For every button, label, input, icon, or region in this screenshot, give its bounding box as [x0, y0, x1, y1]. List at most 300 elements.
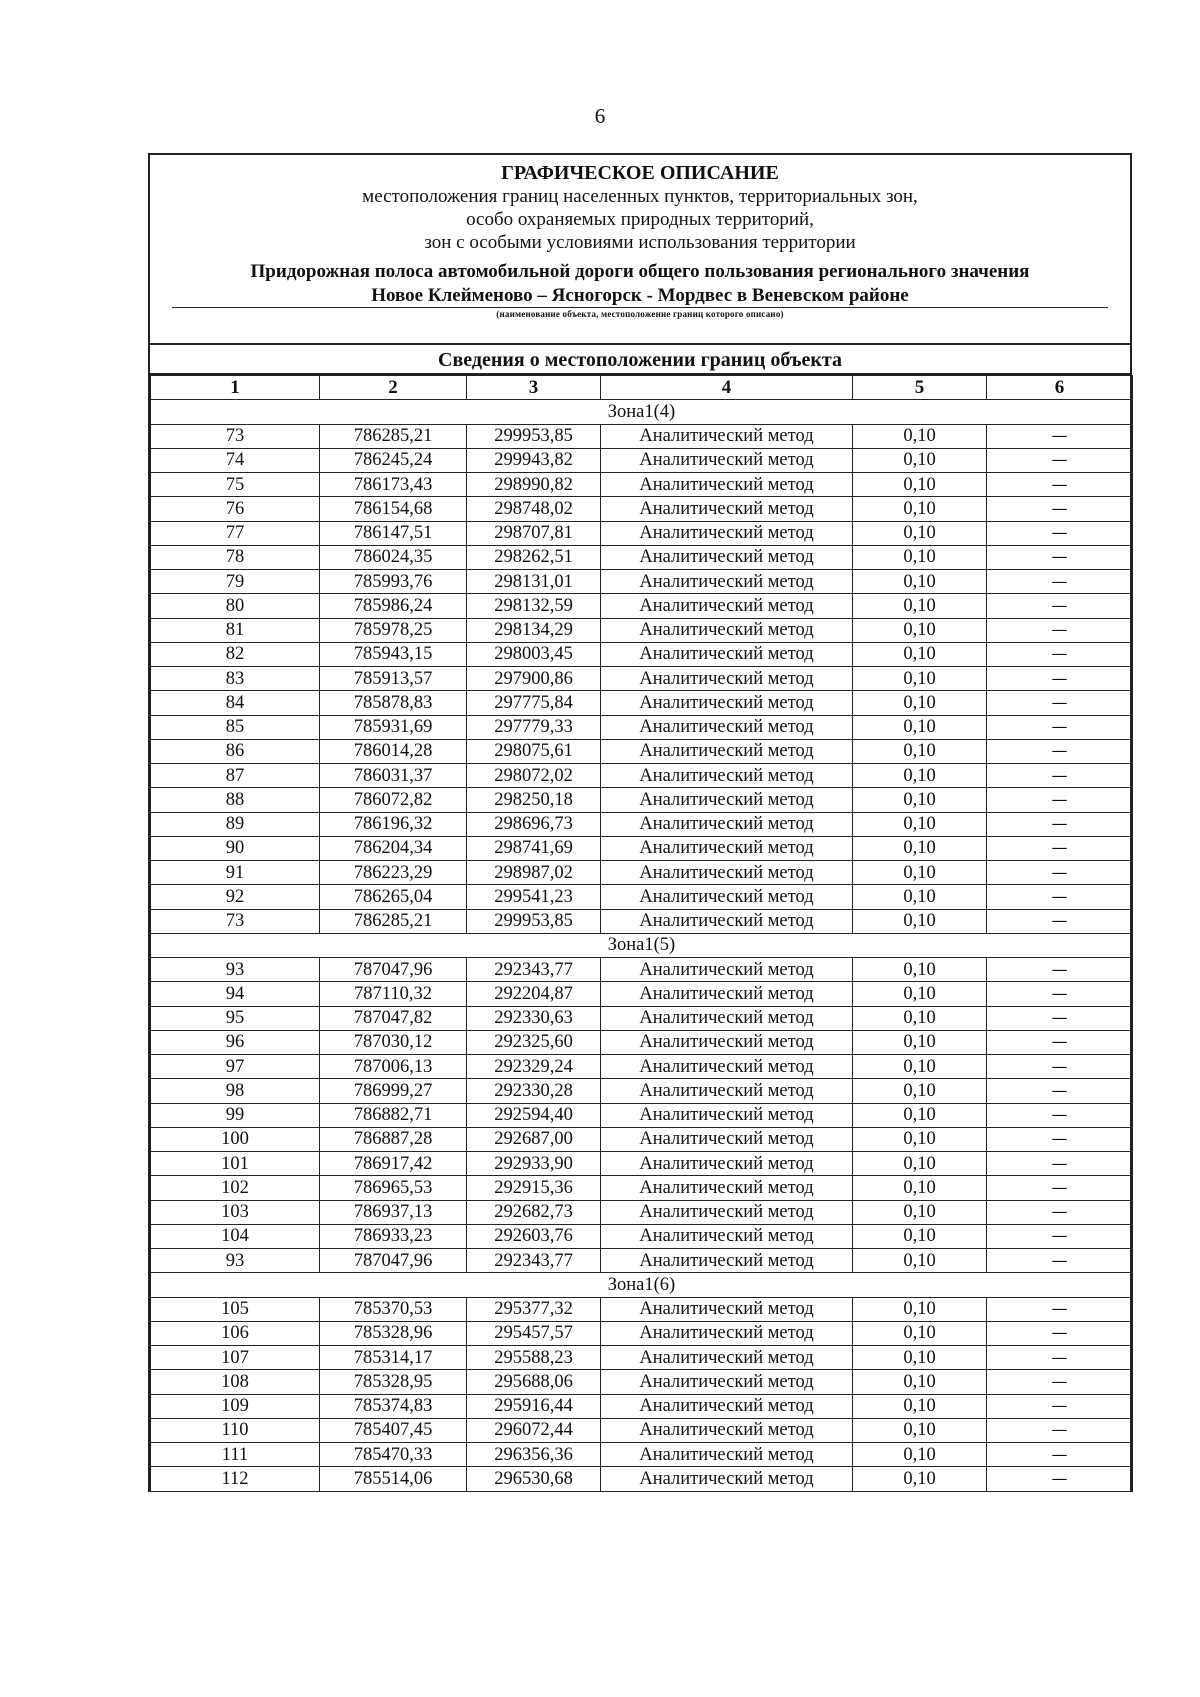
- table-row: [151, 1200, 1133, 1224]
- cell-point-number: 110: [151, 1418, 320, 1442]
- column-header: 1: [151, 376, 320, 400]
- object-name-line-1: Придорожная полоса автомобильной дороги общего пользования регионального значения: [250, 261, 1030, 282]
- cell-precision: 0,10: [853, 570, 987, 594]
- cell-precision: 0,10: [853, 1055, 987, 1079]
- table-row: [151, 1297, 1133, 1321]
- table-row: [151, 1443, 1133, 1467]
- page-number: 6: [594, 104, 606, 128]
- cell-method: Аналитический метод: [601, 691, 853, 715]
- cell-coordinate-y: 298072,02: [467, 764, 601, 788]
- cell-coordinate-y: 298131,01: [467, 570, 601, 594]
- cell-description: —: [987, 448, 1133, 472]
- cell-coordinate-x: 786933,23: [320, 1224, 467, 1248]
- cell-method: Аналитический метод: [601, 1321, 853, 1345]
- cell-method: Аналитический метод: [601, 1127, 853, 1151]
- header-line-1: местоположения границ населенных пунктов, территориальных зон,: [362, 186, 918, 207]
- cell-description: —: [987, 1394, 1133, 1418]
- cell-point-number: 73: [151, 909, 320, 933]
- cell-precision: 0,10: [853, 1006, 987, 1030]
- cell-method: Аналитический метод: [601, 1079, 853, 1103]
- cell-method: Аналитический метод: [601, 1394, 853, 1418]
- cell-precision: 0,10: [853, 1200, 987, 1224]
- cell-point-number: 101: [151, 1152, 320, 1176]
- cell-coordinate-x: 785328,95: [320, 1370, 467, 1394]
- cell-coordinate-y: 298748,02: [467, 497, 601, 521]
- cell-precision: 0,10: [853, 885, 987, 909]
- cell-coordinate-y: 292330,63: [467, 1006, 601, 1030]
- table-row: [151, 715, 1133, 739]
- cell-coordinate-x: 785913,57: [320, 667, 467, 691]
- cell-coordinate-y: 292933,90: [467, 1152, 601, 1176]
- cell-precision: 0,10: [853, 739, 987, 763]
- cell-description: —: [987, 1200, 1133, 1224]
- cell-method: Аналитический метод: [601, 788, 853, 812]
- cell-description: —: [987, 1467, 1133, 1491]
- cell-coordinate-y: 296356,36: [467, 1443, 601, 1467]
- cell-method: Аналитический метод: [601, 667, 853, 691]
- cell-coordinate-y: 295457,57: [467, 1321, 601, 1345]
- coordinates-table: [150, 375, 1133, 1492]
- header-line-2: особо охраняемых природных территорий,: [466, 209, 814, 230]
- cell-coordinate-x: 785514,06: [320, 1467, 467, 1491]
- column-header: 6: [987, 376, 1133, 400]
- table-row: [151, 1467, 1133, 1491]
- cell-description: —: [987, 424, 1133, 448]
- cell-description: —: [987, 982, 1133, 1006]
- cell-precision: 0,10: [853, 1176, 987, 1200]
- cell-method: Аналитический метод: [601, 1346, 853, 1370]
- cell-description: —: [987, 1443, 1133, 1467]
- cell-coordinate-x: 787047,96: [320, 1249, 467, 1273]
- cell-coordinate-y: 292687,00: [467, 1127, 601, 1151]
- cell-point-number: 111: [151, 1443, 320, 1467]
- cell-coordinate-y: 296530,68: [467, 1467, 601, 1491]
- cell-coordinate-x: 785328,96: [320, 1321, 467, 1345]
- table-header-row: [151, 376, 1133, 400]
- cell-precision: 0,10: [853, 497, 987, 521]
- cell-point-number: 107: [151, 1346, 320, 1370]
- cell-precision: 0,10: [853, 642, 987, 666]
- cell-precision: 0,10: [853, 1103, 987, 1127]
- cell-point-number: 97: [151, 1055, 320, 1079]
- cell-coordinate-y: 298250,18: [467, 788, 601, 812]
- cell-coordinate-x: 785407,45: [320, 1418, 467, 1442]
- cell-point-number: 93: [151, 958, 320, 982]
- cell-point-number: 102: [151, 1176, 320, 1200]
- table-row: [151, 1224, 1133, 1248]
- cell-precision: 0,10: [853, 424, 987, 448]
- cell-point-number: 84: [151, 691, 320, 715]
- cell-precision: 0,10: [853, 1249, 987, 1273]
- cell-coordinate-x: 786999,27: [320, 1079, 467, 1103]
- table-row: [151, 1370, 1133, 1394]
- table-row: [151, 642, 1133, 666]
- cell-coordinate-y: 298741,69: [467, 836, 601, 860]
- cell-coordinate-y: 292603,76: [467, 1224, 601, 1248]
- cell-coordinate-x: 785986,24: [320, 594, 467, 618]
- cell-method: Аналитический метод: [601, 1467, 853, 1491]
- cell-description: —: [987, 545, 1133, 569]
- cell-coordinate-y: 292682,73: [467, 1200, 601, 1224]
- cell-coordinate-y: 292594,40: [467, 1103, 601, 1127]
- cell-precision: 0,10: [853, 1394, 987, 1418]
- table-row: [151, 521, 1133, 545]
- cell-description: —: [987, 1103, 1133, 1127]
- cell-point-number: 104: [151, 1224, 320, 1248]
- cell-precision: 0,10: [853, 1467, 987, 1491]
- cell-method: Аналитический метод: [601, 594, 853, 618]
- cell-coordinate-y: 295377,32: [467, 1297, 601, 1321]
- cell-coordinate-y: 292325,60: [467, 1030, 601, 1054]
- cell-method: Аналитический метод: [601, 473, 853, 497]
- cell-description: —: [987, 521, 1133, 545]
- cell-precision: 0,10: [853, 1418, 987, 1442]
- cell-description: —: [987, 885, 1133, 909]
- cell-method: Аналитический метод: [601, 1152, 853, 1176]
- table-row: [151, 764, 1133, 788]
- document-frame: [148, 153, 1132, 1492]
- cell-coordinate-x: 786147,51: [320, 521, 467, 545]
- cell-coordinate-y: 298134,29: [467, 618, 601, 642]
- cell-precision: 0,10: [853, 545, 987, 569]
- cell-coordinate-y: 298707,81: [467, 521, 601, 545]
- cell-description: —: [987, 764, 1133, 788]
- cell-method: Аналитический метод: [601, 448, 853, 472]
- table-row: [151, 1079, 1133, 1103]
- cell-coordinate-x: 786204,34: [320, 836, 467, 860]
- cell-description: —: [987, 473, 1133, 497]
- cell-method: Аналитический метод: [601, 739, 853, 763]
- cell-method: Аналитический метод: [601, 497, 853, 521]
- cell-precision: 0,10: [853, 764, 987, 788]
- table-row: [151, 958, 1133, 982]
- table-row: [151, 1030, 1133, 1054]
- cell-description: —: [987, 594, 1133, 618]
- cell-precision: 0,10: [853, 1224, 987, 1248]
- cell-precision: 0,10: [853, 667, 987, 691]
- object-name-line-2: Новое Клейменово – Ясногорск - Мордвес в Веневском районе: [371, 285, 909, 306]
- cell-method: Аналитический метод: [601, 861, 853, 885]
- zone-row: [151, 933, 1133, 957]
- cell-precision: 0,10: [853, 1079, 987, 1103]
- cell-description: —: [987, 836, 1133, 860]
- cell-coordinate-x: 786917,42: [320, 1152, 467, 1176]
- cell-coordinate-x: 785943,15: [320, 642, 467, 666]
- cell-coordinate-x: 786265,04: [320, 885, 467, 909]
- table-row: [151, 1394, 1133, 1418]
- cell-coordinate-y: 299943,82: [467, 448, 601, 472]
- table-row: [151, 497, 1133, 521]
- cell-method: Аналитический метод: [601, 642, 853, 666]
- cell-method: Аналитический метод: [601, 570, 853, 594]
- cell-coordinate-y: 295916,44: [467, 1394, 601, 1418]
- cell-coordinate-x: 786285,21: [320, 424, 467, 448]
- zone-label: Зона1(4): [151, 400, 1133, 424]
- table-row: [151, 1346, 1133, 1370]
- cell-method: Аналитический метод: [601, 618, 853, 642]
- table-row: [151, 982, 1133, 1006]
- cell-precision: 0,10: [853, 1297, 987, 1321]
- cell-method: Аналитический метод: [601, 1103, 853, 1127]
- cell-point-number: 94: [151, 982, 320, 1006]
- table-row: [151, 1103, 1133, 1127]
- cell-precision: 0,10: [853, 594, 987, 618]
- cell-description: —: [987, 1418, 1133, 1442]
- cell-coordinate-y: 295688,06: [467, 1370, 601, 1394]
- table-row: [151, 861, 1133, 885]
- cell-description: —: [987, 812, 1133, 836]
- cell-method: Аналитический метод: [601, 1418, 853, 1442]
- cell-precision: 0,10: [853, 1346, 987, 1370]
- cell-coordinate-x: 785978,25: [320, 618, 467, 642]
- cell-method: Аналитический метод: [601, 909, 853, 933]
- cell-point-number: 85: [151, 715, 320, 739]
- table-row: [151, 909, 1133, 933]
- cell-description: —: [987, 1224, 1133, 1248]
- cell-point-number: 75: [151, 473, 320, 497]
- cell-description: —: [987, 1370, 1133, 1394]
- section-title: Сведения о местоположении границ объекта: [150, 345, 1130, 375]
- table-row: [151, 594, 1133, 618]
- column-header: 2: [320, 376, 467, 400]
- cell-description: —: [987, 1152, 1133, 1176]
- cell-point-number: 98: [151, 1079, 320, 1103]
- cell-method: Аналитический метод: [601, 424, 853, 448]
- cell-coordinate-y: 297900,86: [467, 667, 601, 691]
- cell-description: —: [987, 570, 1133, 594]
- cell-description: —: [987, 691, 1133, 715]
- cell-point-number: 100: [151, 1127, 320, 1151]
- column-header: 4: [601, 376, 853, 400]
- cell-point-number: 93: [151, 1249, 320, 1273]
- table-row: [151, 812, 1133, 836]
- cell-description: —: [987, 618, 1133, 642]
- cell-coordinate-x: 786285,21: [320, 909, 467, 933]
- cell-method: Аналитический метод: [601, 1200, 853, 1224]
- cell-point-number: 74: [151, 448, 320, 472]
- cell-coordinate-y: 298075,61: [467, 739, 601, 763]
- cell-point-number: 87: [151, 764, 320, 788]
- cell-coordinate-x: 786031,37: [320, 764, 467, 788]
- cell-description: —: [987, 1030, 1133, 1054]
- cell-precision: 0,10: [853, 958, 987, 982]
- cell-point-number: 95: [151, 1006, 320, 1030]
- table-row: [151, 788, 1133, 812]
- cell-description: —: [987, 861, 1133, 885]
- cell-point-number: 89: [151, 812, 320, 836]
- cell-point-number: 81: [151, 618, 320, 642]
- cell-precision: 0,10: [853, 691, 987, 715]
- table-row: [151, 618, 1133, 642]
- cell-coordinate-x: 785370,53: [320, 1297, 467, 1321]
- table-row: [151, 1249, 1133, 1273]
- cell-coordinate-x: 786223,29: [320, 861, 467, 885]
- cell-method: Аналитический метод: [601, 836, 853, 860]
- table-body: [151, 400, 1133, 1491]
- cell-point-number: 96: [151, 1030, 320, 1054]
- cell-point-number: 103: [151, 1200, 320, 1224]
- cell-precision: 0,10: [853, 521, 987, 545]
- cell-coordinate-x: 786024,35: [320, 545, 467, 569]
- cell-coordinate-x: 785878,83: [320, 691, 467, 715]
- cell-coordinate-y: 298003,45: [467, 642, 601, 666]
- cell-point-number: 99: [151, 1103, 320, 1127]
- cell-method: Аналитический метод: [601, 545, 853, 569]
- cell-coordinate-x: 785470,33: [320, 1443, 467, 1467]
- table-row: [151, 836, 1133, 860]
- cell-coordinate-x: 786882,71: [320, 1103, 467, 1127]
- cell-coordinate-y: 292329,24: [467, 1055, 601, 1079]
- cell-precision: 0,10: [853, 473, 987, 497]
- cell-point-number: 77: [151, 521, 320, 545]
- cell-description: —: [987, 1249, 1133, 1273]
- cell-method: Аналитический метод: [601, 1297, 853, 1321]
- cell-method: Аналитический метод: [601, 812, 853, 836]
- table-row: [151, 570, 1133, 594]
- cell-description: —: [987, 1055, 1133, 1079]
- table-row: [151, 424, 1133, 448]
- cell-precision: 0,10: [853, 1370, 987, 1394]
- cell-coordinate-x: 786196,32: [320, 812, 467, 836]
- cell-coordinate-x: 787047,82: [320, 1006, 467, 1030]
- cell-description: —: [987, 788, 1133, 812]
- table-row: [151, 1152, 1133, 1176]
- cell-description: —: [987, 1006, 1133, 1030]
- cell-coordinate-y: 299541,23: [467, 885, 601, 909]
- cell-coordinate-x: 787030,12: [320, 1030, 467, 1054]
- cell-coordinate-x: 786245,24: [320, 448, 467, 472]
- cell-point-number: 91: [151, 861, 320, 885]
- cell-coordinate-y: 292343,77: [467, 958, 601, 982]
- column-header: 5: [853, 376, 987, 400]
- cell-coordinate-y: 292343,77: [467, 1249, 601, 1273]
- cell-coordinate-x: 787047,96: [320, 958, 467, 982]
- document-header: [150, 155, 1130, 345]
- table-row: [151, 448, 1133, 472]
- cell-coordinate-y: 298987,02: [467, 861, 601, 885]
- cell-precision: 0,10: [853, 1127, 987, 1151]
- table-row: [151, 1127, 1133, 1151]
- cell-description: —: [987, 1346, 1133, 1370]
- cell-precision: 0,10: [853, 861, 987, 885]
- cell-coordinate-y: 292330,28: [467, 1079, 601, 1103]
- cell-coordinate-x: 787006,13: [320, 1055, 467, 1079]
- table-row: [151, 1055, 1133, 1079]
- cell-point-number: 112: [151, 1467, 320, 1491]
- cell-point-number: 86: [151, 739, 320, 763]
- cell-precision: 0,10: [853, 909, 987, 933]
- cell-point-number: 82: [151, 642, 320, 666]
- cell-coordinate-x: 786014,28: [320, 739, 467, 763]
- cell-coordinate-y: 297779,33: [467, 715, 601, 739]
- cell-coordinate-x: 786072,82: [320, 788, 467, 812]
- zone-row: [151, 400, 1133, 424]
- cell-precision: 0,10: [853, 448, 987, 472]
- cell-point-number: 78: [151, 545, 320, 569]
- table-row: [151, 667, 1133, 691]
- cell-point-number: 92: [151, 885, 320, 909]
- zone-row: [151, 1273, 1133, 1297]
- cell-point-number: 83: [151, 667, 320, 691]
- cell-coordinate-y: 295588,23: [467, 1346, 601, 1370]
- cell-precision: 0,10: [853, 836, 987, 860]
- document-title: ГРАФИЧЕСКОЕ ОПИСАНИЕ: [501, 162, 779, 184]
- cell-coordinate-y: 298132,59: [467, 594, 601, 618]
- cell-coordinate-x: 785314,17: [320, 1346, 467, 1370]
- object-name-caption: (наименование объекта, местоположение границ которого описано): [496, 309, 784, 319]
- cell-coordinate-x: 787110,32: [320, 982, 467, 1006]
- cell-method: Аналитический метод: [601, 715, 853, 739]
- cell-method: Аналитический метод: [601, 1055, 853, 1079]
- table-row: [151, 885, 1133, 909]
- table-row: [151, 739, 1133, 763]
- cell-precision: 0,10: [853, 788, 987, 812]
- cell-description: —: [987, 739, 1133, 763]
- cell-description: —: [987, 1321, 1133, 1345]
- cell-description: —: [987, 958, 1133, 982]
- table-row: [151, 545, 1133, 569]
- cell-point-number: 73: [151, 424, 320, 448]
- cell-method: Аналитический метод: [601, 982, 853, 1006]
- table-row: [151, 473, 1133, 497]
- cell-method: Аналитический метод: [601, 1249, 853, 1273]
- cell-point-number: 106: [151, 1321, 320, 1345]
- cell-precision: 0,10: [853, 1152, 987, 1176]
- table-row: [151, 1321, 1133, 1345]
- cell-method: Аналитический метод: [601, 1370, 853, 1394]
- header-line-3: зон с особыми условиями использования территории: [424, 232, 856, 253]
- cell-coordinate-x: 786937,13: [320, 1200, 467, 1224]
- cell-coordinate-y: 292204,87: [467, 982, 601, 1006]
- table-row: [151, 1176, 1133, 1200]
- cell-method: Аналитический метод: [601, 885, 853, 909]
- cell-description: —: [987, 909, 1133, 933]
- cell-coordinate-x: 786154,68: [320, 497, 467, 521]
- table-row: [151, 1006, 1133, 1030]
- cell-description: —: [987, 667, 1133, 691]
- table-row: [151, 1418, 1133, 1442]
- cell-method: Аналитический метод: [601, 1176, 853, 1200]
- cell-coordinate-y: 296072,44: [467, 1418, 601, 1442]
- cell-coordinate-x: 785993,76: [320, 570, 467, 594]
- cell-coordinate-x: 785374,83: [320, 1394, 467, 1418]
- cell-precision: 0,10: [853, 618, 987, 642]
- cell-point-number: 108: [151, 1370, 320, 1394]
- cell-description: —: [987, 1176, 1133, 1200]
- cell-point-number: 79: [151, 570, 320, 594]
- cell-point-number: 76: [151, 497, 320, 521]
- cell-method: Аналитический метод: [601, 1224, 853, 1248]
- zone-label: Зона1(6): [151, 1273, 1133, 1297]
- cell-point-number: 80: [151, 594, 320, 618]
- cell-method: Аналитический метод: [601, 1443, 853, 1467]
- table-row: [151, 691, 1133, 715]
- cell-coordinate-y: 299953,85: [467, 424, 601, 448]
- cell-method: Аналитический метод: [601, 1030, 853, 1054]
- cell-coordinate-y: 298990,82: [467, 473, 601, 497]
- cell-point-number: 90: [151, 836, 320, 860]
- cell-description: —: [987, 1079, 1133, 1103]
- column-header: 3: [467, 376, 601, 400]
- cell-precision: 0,10: [853, 1030, 987, 1054]
- cell-method: Аналитический метод: [601, 764, 853, 788]
- cell-precision: 0,10: [853, 812, 987, 836]
- cell-coordinate-y: 298262,51: [467, 545, 601, 569]
- cell-coordinate-x: 785931,69: [320, 715, 467, 739]
- cell-precision: 0,10: [853, 715, 987, 739]
- cell-description: —: [987, 1127, 1133, 1151]
- cell-coordinate-y: 297775,84: [467, 691, 601, 715]
